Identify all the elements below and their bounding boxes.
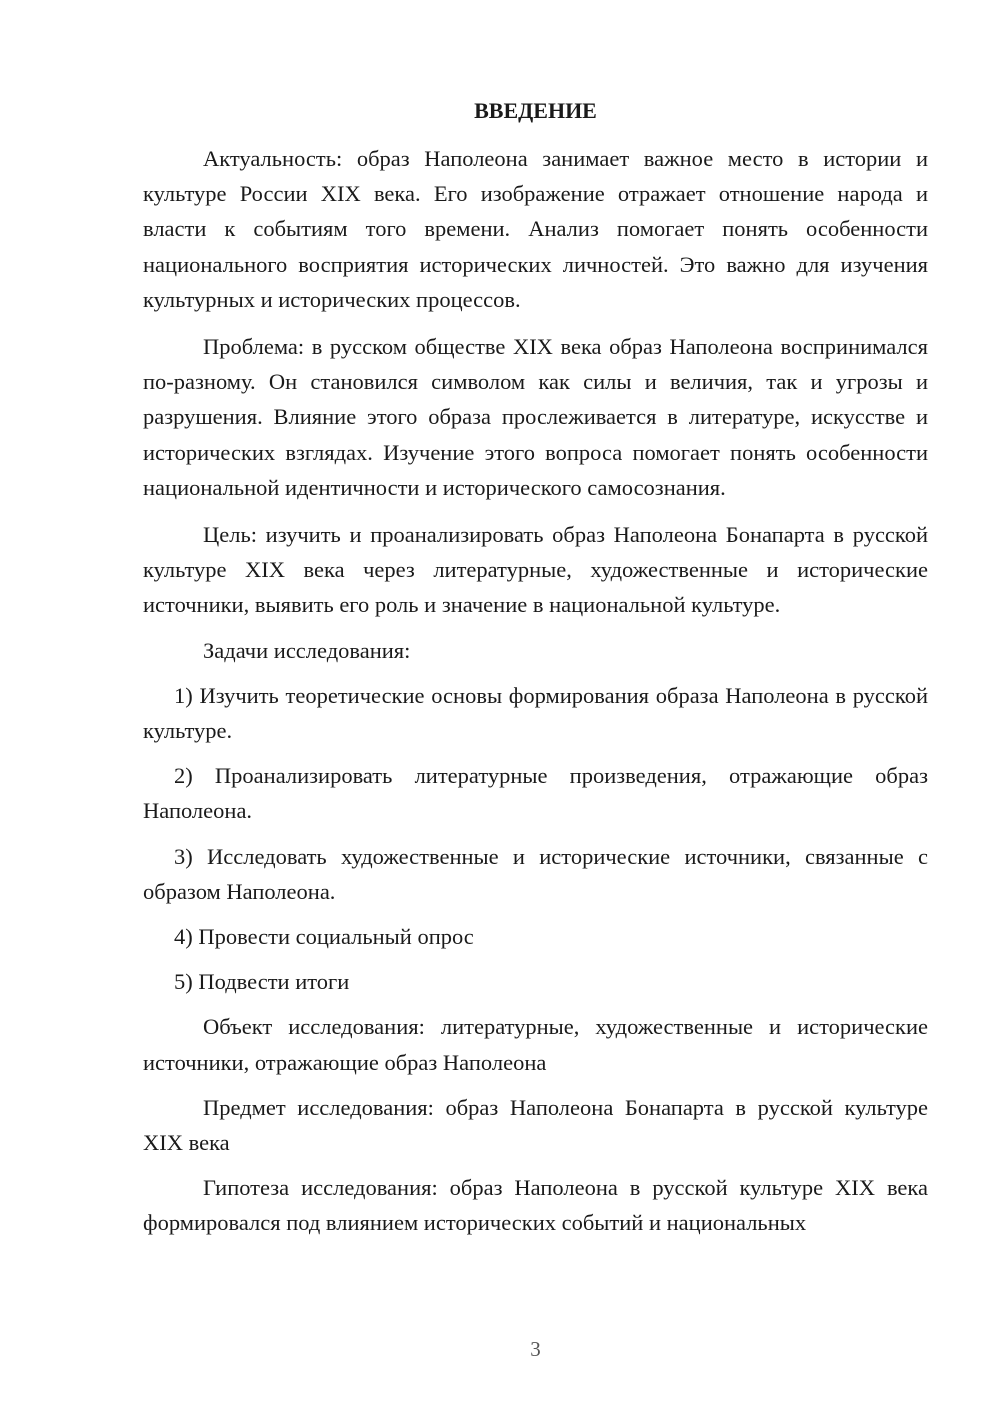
paragraph-relevance: Актуальность: образ Наполеона занимает важное место в истории и культуре России XIX века. Его изображение отражает отношение народа и власти к событиям того времени. Анализ помогает понять особенности национального восприятия исторических личностей. Это важно для изучения культурных и исторических процессов. xyxy=(143,146,928,312)
paragraph-problem: Проблема: в русском обществе XIX века образ Наполеона воспринимался по-разному. Он становился символом как силы и величия, так и угрозы и разрушения. Влияние этого образа прослеживается в литературе, искусстве и исторических взглядах. Изучение этого вопроса помогает понять особенности национальной идентичности и исторического самосознания. xyxy=(143,334,928,500)
task-item-4: 4) Провести социальный опрос xyxy=(174,924,474,950)
paragraph-goal: Цель: изучить и проанализировать образ Наполеона Бонапарта в русской культуре XIX века через литературные, художественные и исторические источники, выявить его роль и значение в национальной культуре. xyxy=(143,522,928,618)
section-heading: ВВЕДЕНИЕ xyxy=(474,98,597,123)
paragraph-tasks-heading: Задачи исследования: xyxy=(203,637,411,663)
task-item-2: 2) Проанализировать литературные произведения, отражающие образ Наполеона. xyxy=(143,763,928,824)
page-number: 3 xyxy=(530,1337,541,1361)
task-item-1: 1) Изучить теоретические основы формирования образа Наполеона в русской культуре. xyxy=(143,682,928,744)
paragraph-hypothesis: Гипотеза исследования: образ Наполеона в русской культуре XIX века формировался под влиянием исторических событий и национальных xyxy=(143,1175,928,1236)
task-item-3: 3) Исследовать художественные и исторические источники, связанные с образом Наполеона. xyxy=(143,843,928,904)
paragraph-object: Объект исследования: литературные, художественные и исторические источники, отражающие образ Наполеона xyxy=(143,1014,928,1075)
task-item-5: 5) Подвести итоги xyxy=(174,969,350,995)
document-body xyxy=(143,141,928,1241)
paragraph-subject: Предмет исследования: образ Наполеона Бонапарта в русской культуре XIX века xyxy=(143,1094,928,1156)
